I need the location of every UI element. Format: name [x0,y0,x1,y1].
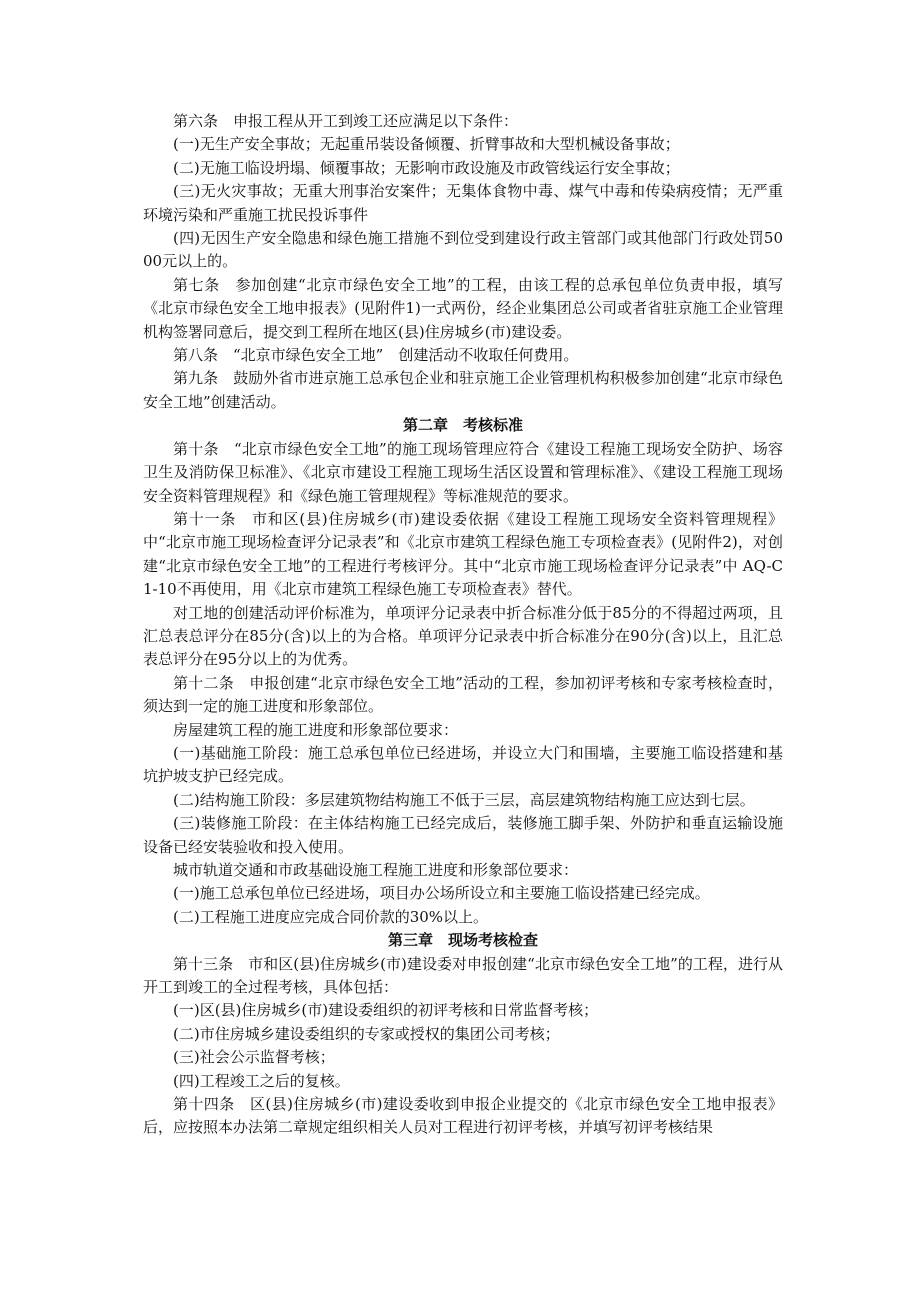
building-item-1: (一)基础施工阶段：施工总承包单位已经进场，并设立大门和围墙，主要施工临设搭建和基坑护坡支护已经完成。 [143,743,783,786]
article-7: 第七条 参加创建“北京市绿色安全工地”的工程，由该工程的总承包单位负责申报，填写《北京市绿色安全工地申报表》(见附件1)一式两份，经企业集团总公司或者省驻京施工企业管理机构签署同意后，提交到工程所在地区(县)住房城乡(市)建设委。 [143,275,783,341]
article-13-item-4: (四)工程竣工之后的复核。 [173,1071,350,1090]
building-requirements-intro: 房屋建筑工程的施工进度和形象部位要求： [173,720,459,739]
article-13-item-2: (二)市住房城乡建设委组织的专家或授权的集团公司考核； [173,1024,560,1043]
article-6-item-4: (四)无因生产安全隐患和绿色施工措施不到位受到建设行政主管部门或其他部门行政处罚5000元以上的。 [143,229,783,271]
article-10: 第十条 “北京市绿色安全工地”的施工现场管理应符合《建设工程施工现场安全防护、场容卫生及消防保卫标准》、《北京市建设工程施工现场生活区设置和管理标准》、《建设工程施工现场安全资料管理规程》和《绿色施工管理规程》等标准规范的要求。 [143,439,783,505]
article-11-criteria: 对工地的创建活动评价标准为，单项评分记录表中折合标准分低于85分的不得超过两项，且汇总表总评分在85分(含)以上的为合格。单项评分记录表中折合标准分在90分(含)以上，且汇总表总评分在95分以上的为优秀。 [143,603,783,669]
building-item-2: (二)结构施工阶段：多层建筑物结构施工不低于三层，高层建筑物结构施工应达到七层。 [173,790,755,809]
article-12: 第十二条 申报创建“北京市绿色安全工地”活动的工程，参加初评考核和专家考核检查时，须达到一定的施工进度和形象部位。 [143,673,783,716]
article-13: 第十三条 市和区(县)住房城乡(市)建设委对申报创建“北京市绿色安全工地”的工程，进行从开工到竣工的全过程考核，具体包括： [143,954,783,997]
article-6: 第六条 申报工程从开工到竣工还应满足以下条件： [173,112,519,130]
article-11: 第十一条 市和区(县)住房城乡(市)建设委依据《建设工程施工现场安全资料管理规程》中“北京市施工现场检查评分记录表”和《北京市建筑工程绿色施工专项检查表》(见附件2)，对创建“北京市绿色安全工地”的工程进行考核评分。其中“北京市施工现场检查评分记录表”中 AQ-C1-10不再使用，用《北京市建筑工程绿色施工专项检查表》替代。 [143,509,783,599]
building-item-3: (三)装修施工阶段：在主体结构施工已经完成后，装修施工脚手架、外防护和垂直运输设施设备已经安装验收和投入使用。 [143,814,783,856]
transit-requirements-intro: 城市轨道交通和市政基础设施工程施工进度和形象部位要求： [173,861,579,879]
article-6-item-1: (一)无生产安全事故；无起重吊装设备倾覆、折臂事故和大型机械设备事故； [173,135,680,154]
transit-item-2: (二)工程施工进度应完成合同价款的30%以上。 [173,907,489,926]
article-14: 第十四条 区(县)住房城乡(市)建设委收到申报企业提交的《北京市绿色安全工地申报表》后，应按照本办法第二章规定组织相关人员对工程进行初评考核，并填写初评考核结果 [143,1095,783,1137]
article-9: 第九条 鼓励外省市进京施工总承包企业和驻京施工企业管理机构积极参加创建“北京市绿色安全工地”创建活动。 [143,369,783,411]
article-6-item-2: (二)无施工临设坍塌、倾覆事故；无影响市政设施及市政管线运行安全事故； [173,158,680,177]
chapter-3-heading: 第三章 现场考核检查 [387,931,538,950]
article-13-item-3: (三)社会公示监督考核； [173,1048,335,1067]
document-body [143,110,783,1140]
transit-item-1: (一)施工总承包单位已经进场，项目办公场所设立和主要施工临设搭建已经完成。 [173,884,710,903]
article-8: 第八条 “北京市绿色安全工地” 创建活动不收取任何费用。 [173,346,579,365]
article-6-item-3: (三)无火灾事故；无重大刑事治安案件；无集体食物中毒、煤气中毒和传染病疫情；无严重环境污染和严重施工扰民投诉事件 [143,182,783,224]
article-13-item-1: (一)区(县)住房城乡(市)建设委组织的初评考核和日常监督考核； [173,1001,599,1020]
chapter-2-heading: 第二章 考核标准 [402,416,523,435]
